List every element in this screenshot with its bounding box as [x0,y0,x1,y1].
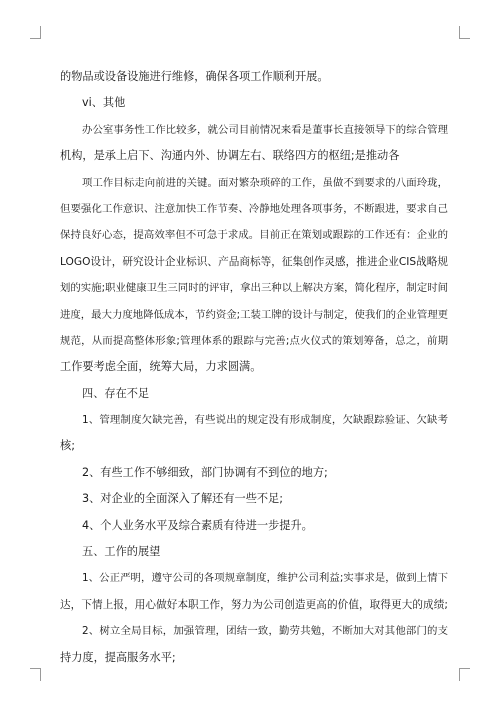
page-corner-mark-top-left [30,26,41,39]
text-line: 的物品或设备设施进行维修，确保各项工作顺利开展。 [60,70,329,83]
document-body [60,64,448,671]
text-line: 机构，是承上启下、沟通内外、协调左右、联络四方的枢纽;是推动各 [60,149,400,163]
text-line: 但要强化工作意识、注意加快工作节奏、冷静地处理各项事务，不断跟进，要求自己 [60,202,448,215]
text-line: 项工作目标走向前进的关键。面对繁杂琐碎的工作，虽做不到要求的八面玲珑， [82,176,448,189]
text-line: 划的实施;职业健康卫生三同时的评审，拿出三种以上解决方案，简化程序，制定时间 [60,282,448,295]
text-line: 2、树立全局目标，加强管理，团结一致，勤劳共勉，不断加大对其他部门的支 [82,625,448,638]
text-line: 1、公正严明，遵守公司的各项规章制度，维护公司利益;实事求是，做到上情下 [82,572,448,585]
text-line: LOGO设计，研究设计企业标识、产品商标等，征集创作灵感，推进企业CIS战略规 [60,255,448,268]
text-line: 保持良好心态，提高效率但不可急于求成。目前正在策划或跟踪的工作还有：企业的 [60,229,448,242]
text-line: vi、其他 [82,96,126,110]
text-line: 3、对企业的全面深入了解还有一些不足; [82,492,284,506]
text-line: 四、存在不足 [82,386,150,400]
text-line: 2、有些工作不够细致，部门协调有不到位的地方; [82,465,328,479]
page-corner-mark-bottom-right [459,668,470,681]
text-line: 进度，最大力度地降低成本，节约资金;工装工牌的设计与制定，使我们的企业管理更 [60,308,448,321]
page-corner-mark-bottom-left [30,668,41,681]
text-line: 达，下情上报，用心做好本职工作，努力为公司创造更高的价值，取得更大的成绩; [60,598,448,611]
text-line: 持力度，提高服务水平; [60,650,176,664]
text-line: 工作要考虑全面，统筹大局，力求圆满。 [60,360,262,374]
page-corner-mark-top-right [459,26,470,39]
text-line: 核; [60,439,75,453]
text-line: 4、个人业务水平及综合素质有待进一步提升。 [82,518,313,532]
text-line: 规范，从而提高整体形象;管理体系的跟踪与完善;点火仪式的策划筹备，总之，前期 [60,334,448,347]
text-line: 1、管理制度欠缺完善，有些说出的规定没有形成制度，欠缺跟踪验证、欠缺考 [82,414,448,427]
text-line: 办公室事务性工作比较多，就公司目前情况来看是董事长直接领导下的综合管理 [82,123,448,136]
text-line: 五、工作的展望 [82,545,161,559]
